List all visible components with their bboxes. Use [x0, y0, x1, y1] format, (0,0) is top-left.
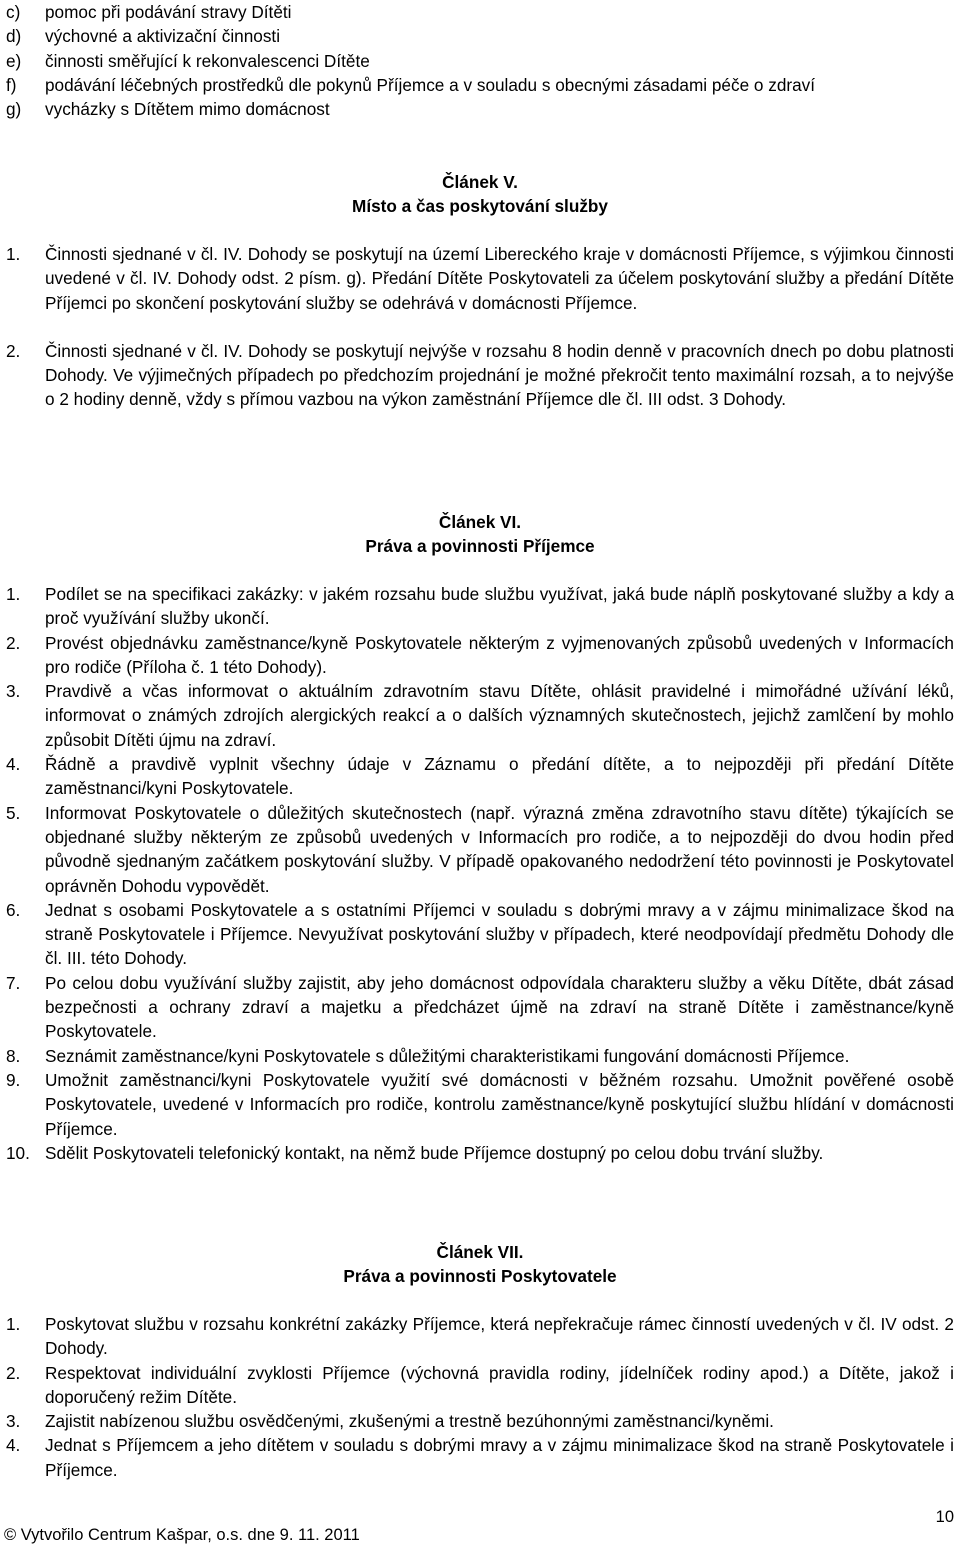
item-number: 1.	[6, 1314, 21, 1334]
list-item	[6, 49, 954, 73]
list-item	[6, 1068, 954, 1141]
list-item	[6, 0, 954, 24]
item-text: Provést objednávku zaměstnance/kyně Poskytovatele některým z vyjmenovaných způsobů uvedených v Informacích pro rodiče (Příloha č. 1 této Dohody).	[45, 632, 954, 677]
item-text: výchovné a aktivizační činnosti	[45, 26, 281, 47]
list-item	[6, 1141, 954, 1165]
item-text: Respektovat individuální zvyklosti Příjemce (výchovná pravidla rodiny, jídelníček rodiny apod.) a Dítěte, jakož i doporučený režim Dítěte.	[45, 1362, 954, 1407]
item-number: 8.	[6, 1045, 21, 1066]
article-7-list	[6, 1312, 954, 1482]
article-5-title: Článek V.	[442, 172, 518, 192]
item-text: činnosti směřující k rekonvalescenci Dítěte	[45, 50, 370, 71]
list-item	[6, 73, 954, 97]
item-text: Pravdivě a včas informovat o aktuálním zdravotním stavu Dítěte, ohlásit pravidelné i mimořádné užívání léků, informovat o známých zdrojích alergických reakcí a o dalších významných skutečnostech, jejichž zamlčení by mohlo způsobit Dítěti újmu na zdraví.	[45, 681, 954, 750]
item-number: 4.	[6, 754, 21, 775]
list-item	[6, 801, 954, 898]
item-text: Činnosti sjednané v čl. IV. Dohody se poskytují na území Libereckého kraje v domácnosti Příjemce, s výjimkou činnosti uvedené v čl. IV. Dohody odst. 2 písm. g). Předání Dítěte Poskytovateli za účelem poskytování služby a předání Dítěte Příjemci po skončení poskytování služby se odehrává v domácnosti Příjemce.	[45, 244, 954, 313]
item-number: 5.	[6, 802, 21, 823]
article-6-list	[6, 582, 954, 1165]
list-item	[6, 97, 954, 121]
item-text: podávání léčebných prostředků dle pokynů Příjemce a v souladu s obecnými zásadami péče o zdraví	[45, 74, 816, 95]
item-text: Seznámit zaměstnance/kyni Poskytovatele s důležitými charakteristikami fungování domácnosti Příjemce.	[45, 1045, 850, 1066]
item-text: Informovat Poskytovatele o důležitých skutečnostech (např. výrazná změna zdravotního stavu dítěte) týkajících se objednané služby některým ze způsobů uvedených v Informacích pro rodiče, a to nejpozději do dvou hodin před původně sjednaným začátkem poskytování služby. V případě opakovaného nedodržení této povinnosti je Poskytovatel oprávněn Dohodu vypovědět.	[45, 802, 954, 896]
list-item	[6, 1409, 954, 1433]
footer-copyright: © Vytvořilo Centrum Kašpar, o.s. dne 9. 11. 2011	[4, 1526, 360, 1544]
list-item	[6, 631, 954, 680]
item-text: Umožnit zaměstnanci/kyni Poskytovatele využití své domácnosti v běžném rozsahu. Umožnit pověřené osobě Poskytovatele, uvedené v Informacích pro rodiče, kontrolu zaměstnance/kyně poskytující službu hlídání v domácnosti Příjemce.	[45, 1069, 954, 1139]
article-7-title: Článek VII.	[436, 1242, 524, 1262]
item-text: Poskytovat službu v rozsahu konkrétní zakázky Příjemce, která nepřekračuje rámec činností uvedených v čl. IV odst. 2 Dohody.	[45, 1314, 954, 1359]
item-marker: c)	[6, 2, 21, 22]
list-item	[6, 1361, 954, 1410]
item-number: 2.	[6, 1362, 21, 1383]
list-item	[6, 24, 954, 48]
item-text: Po celou dobu využívání služby zajistit, aby jeho domácnost odpovídala charakteru služby a věku Dítěte, dbát zásad bezpečnosti a ochrany zdraví a majetku a předcházet újmě na zdraví na straně Dítěte i zaměstnance/kyně Poskytovatele.	[45, 972, 954, 1042]
article-6-subtitle: Práva a povinnosti Příjemce	[365, 536, 595, 556]
page-number: 10	[935, 1508, 954, 1526]
list-item	[6, 971, 954, 1044]
intro-list	[6, 0, 954, 121]
item-marker: f)	[6, 74, 17, 95]
item-text: Sdělit Poskytovateli telefonický kontakt, na němž bude Příjemce dostupný po celou dobu trvání služby.	[45, 1142, 824, 1163]
list-item	[6, 752, 954, 801]
item-number: 6.	[6, 899, 21, 920]
item-number: 1.	[6, 244, 21, 264]
item-text: Jednat s Příjemcem a jeho dítětem v souladu s dobrými mravy a v zájmu minimalizace škod na straně Poskytovatele i Příjemce.	[45, 1435, 954, 1480]
item-text: vycházky s Dítětem mimo domácnost	[45, 99, 330, 120]
item-number: 10.	[6, 1142, 30, 1163]
item-marker: g)	[6, 99, 22, 120]
item-text: Jednat s osobami Poskytovatele a s ostatními Příjemci v souladu s dobrými mravy a v zájmu minimalizace škod na straně Poskytovatele i Příjemce. Nevyužívat poskytování služby v případech, které neodpovídají předmětu Dohody dle čl. III. této Dohody.	[45, 899, 954, 969]
item-number: 3.	[6, 1411, 21, 1432]
item-text: Řádně a pravdivě vyplnit všechny údaje v Záznamu o předání dítěte, a to nejpozději při předání Dítěte zaměstnanci/kyni Poskytovatele.	[45, 754, 954, 799]
item-number: 2.	[6, 632, 21, 653]
item-number: 7.	[6, 972, 21, 993]
list-item	[6, 679, 954, 752]
item-text: Zajistit nabízenou službu osvědčenými, zkušenými a trestně bezúhonnými zaměstnanci/kyněmi.	[45, 1411, 774, 1432]
list-item	[6, 582, 954, 631]
article-5-subtitle: Místo a čas poskytování služby	[352, 196, 608, 216]
list-item	[6, 339, 954, 412]
item-number: 9.	[6, 1069, 21, 1090]
article-7-subtitle: Práva a povinnosti Poskytovatele	[343, 1266, 617, 1286]
item-number: 3.	[6, 681, 21, 702]
article-5-list	[6, 242, 954, 412]
list-item	[6, 1433, 954, 1482]
item-number: 2.	[6, 340, 21, 361]
list-item	[6, 1312, 954, 1361]
item-number: 4.	[6, 1435, 21, 1456]
list-item	[6, 242, 954, 315]
article-6-title: Článek VI.	[438, 512, 522, 532]
list-item	[6, 898, 954, 971]
item-number: 1.	[6, 584, 21, 604]
list-item	[6, 1044, 954, 1068]
item-marker: d)	[6, 26, 22, 47]
item-text: pomoc při podávání stravy Dítěti	[45, 2, 292, 22]
item-text: Činnosti sjednané v čl. IV. Dohody se poskytují nejvýše v rozsahu 8 hodin denně v pracovních dnech po dobu platnosti Dohody. Ve výjimečných případech po předchozím projednání je možné překročit tento maximální rozsah, a to nejvýše o 2 hodiny denně, vždy s přímou vazbou na výkon zaměstnání Příjemce dle čl. III odst. 3 Dohody.	[45, 340, 954, 410]
item-text: Podílet se na specifikaci zakázky: v jakém rozsahu bude službu využívat, jaká bude náplň poskytované služby a kdy a proč využívání služby ukončí.	[45, 584, 954, 629]
item-marker: e)	[6, 50, 22, 71]
